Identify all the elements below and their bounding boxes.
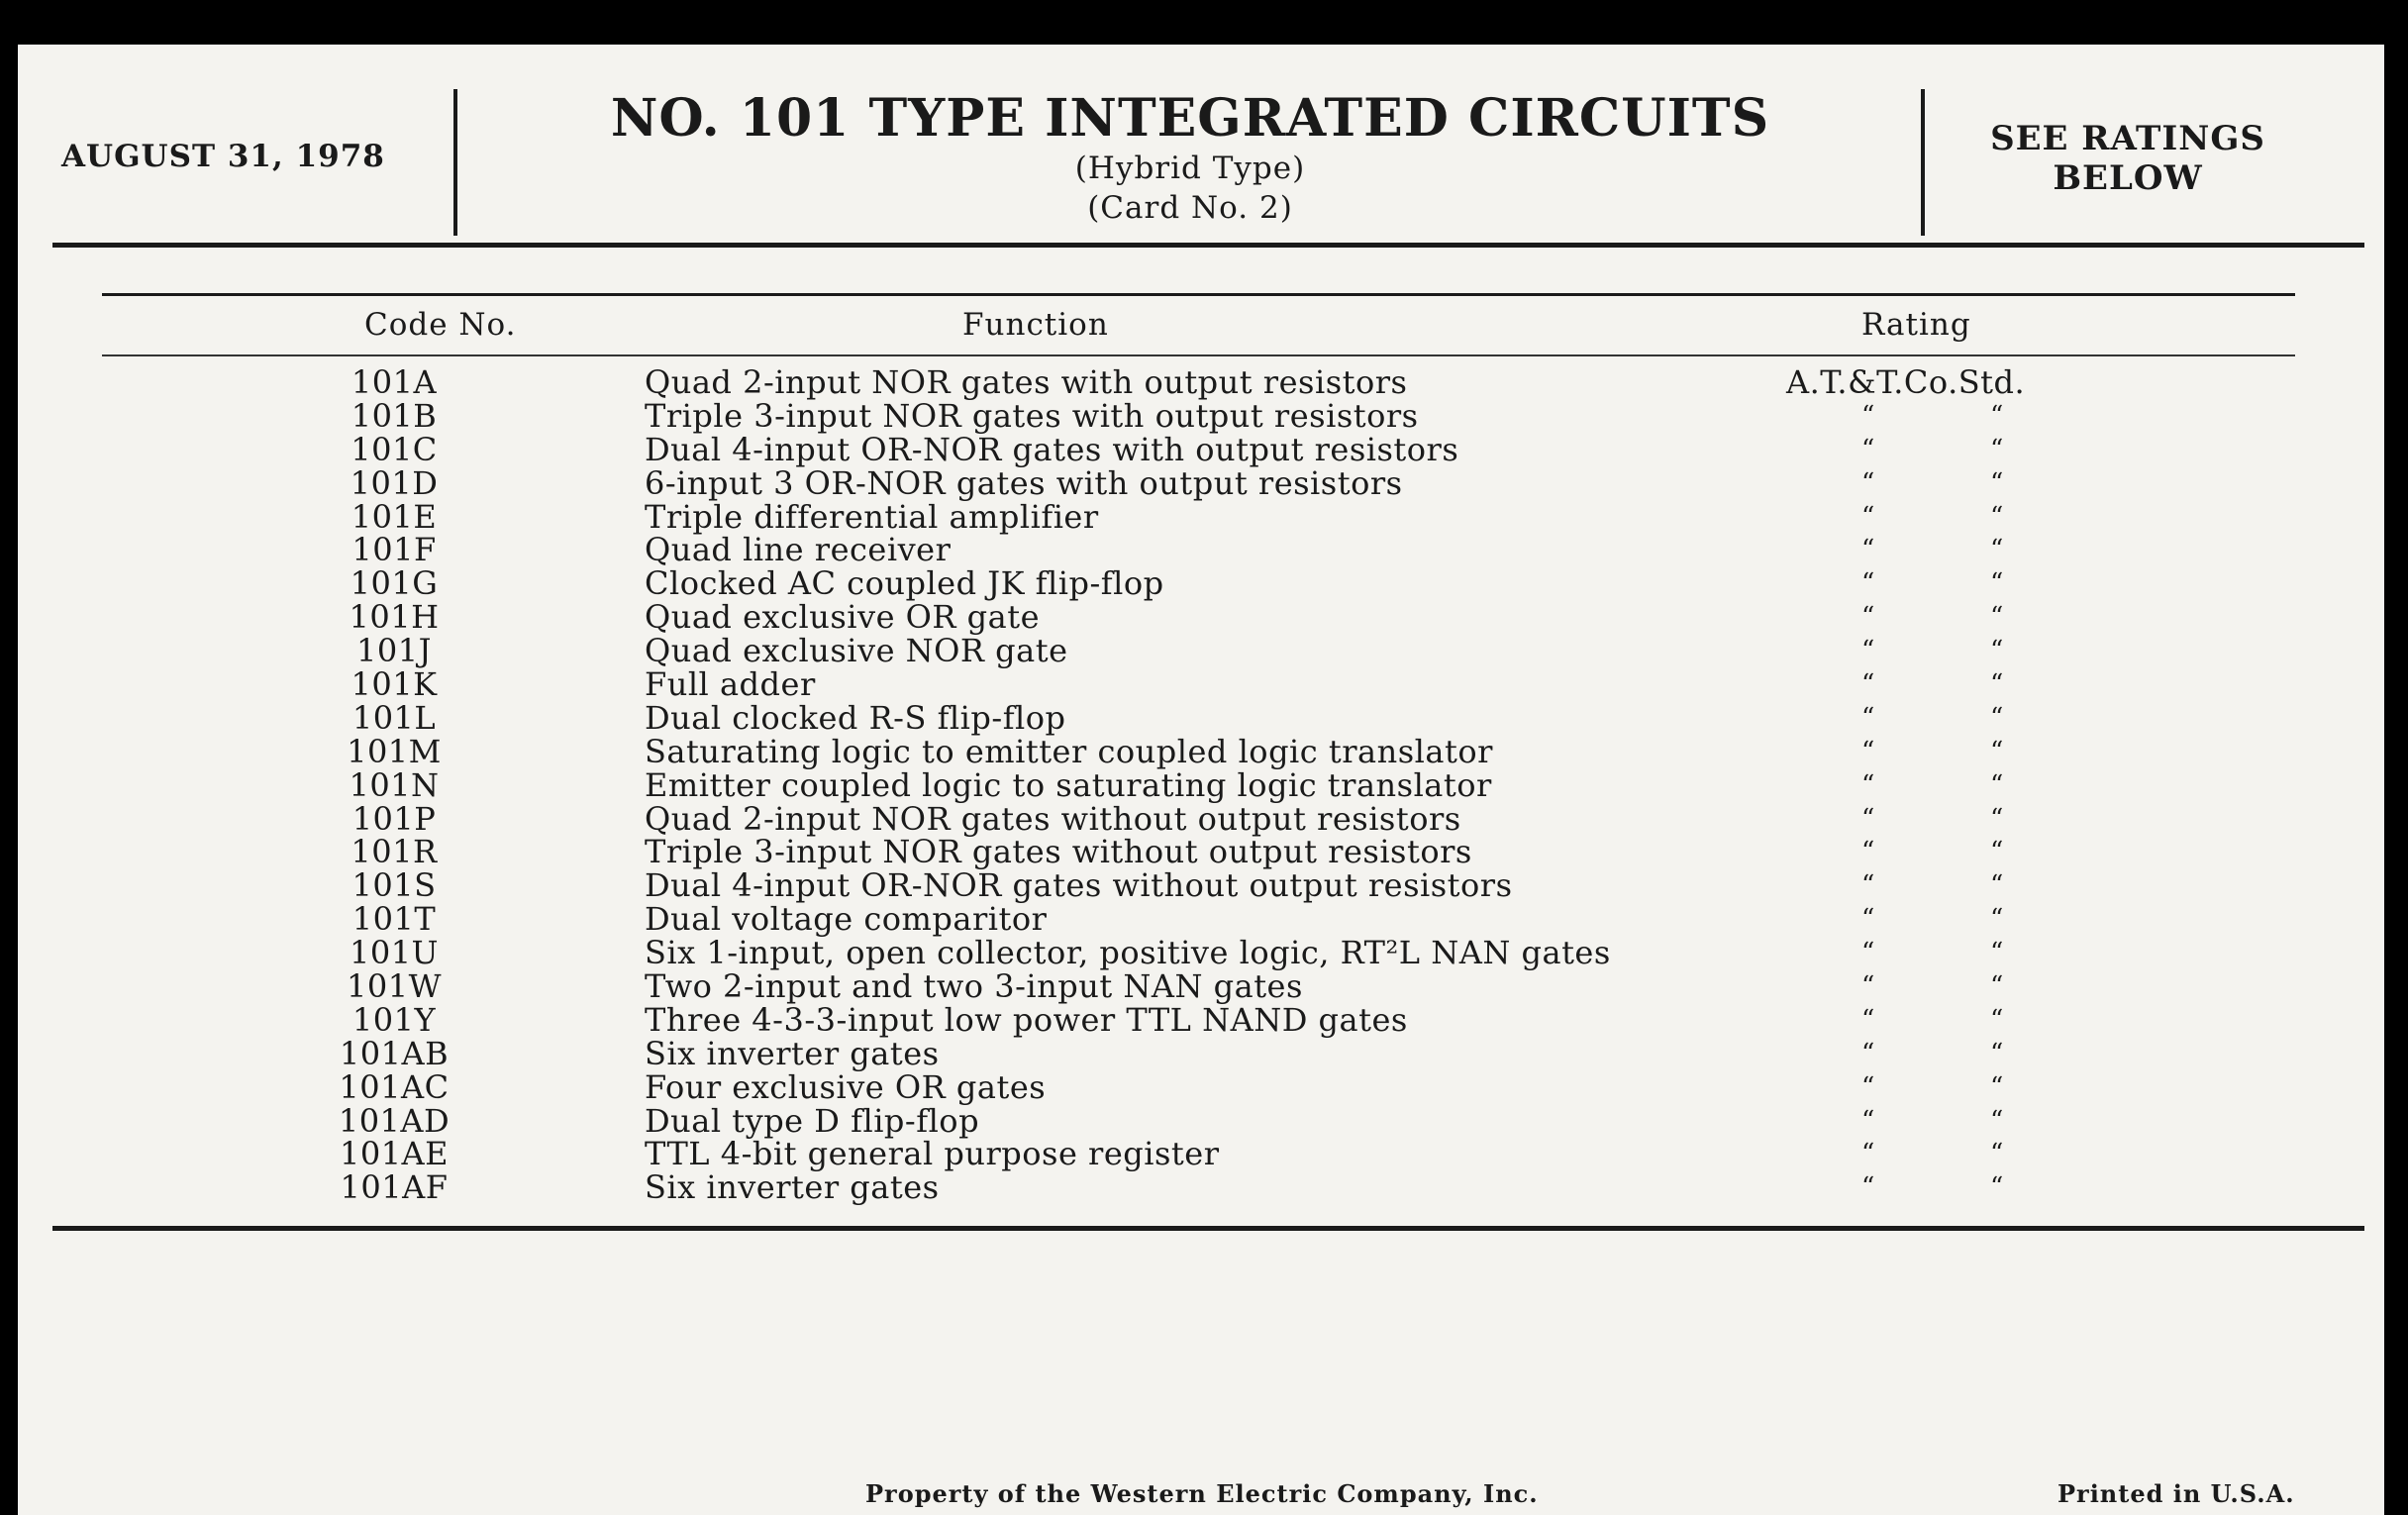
rating-ditto-mark: “: [1990, 602, 2004, 633]
code-cell: 101Y: [351, 1000, 437, 1039]
table-row: [18, 900, 2384, 939]
header-rule: [52, 243, 2364, 248]
rating-ditto-mark: “: [1990, 1139, 2004, 1169]
rating-ditto-mark: “: [1990, 837, 2004, 867]
rating-ditto-mark: “: [1861, 938, 1875, 968]
table-row: [18, 1067, 2384, 1106]
rating-ditto-mark: “: [1990, 803, 2004, 834]
rating-ditto-mark: “: [1861, 769, 1875, 800]
ratings-note: [1925, 119, 2331, 198]
function-cell: TTL 4-bit general purpose register: [645, 1135, 1220, 1173]
code-cell: 101C: [351, 430, 438, 468]
code-cell: 101J: [356, 632, 432, 670]
code-cell: 101U: [349, 934, 440, 972]
code-cell: 101AB: [339, 1034, 450, 1072]
function-cell: Triple 3-input NOR gates without output resistors: [645, 833, 1472, 871]
rating-ditto-mark: “: [1990, 501, 2004, 532]
rating-ditto-mark: “: [1990, 736, 2004, 766]
rating-ditto-mark: “: [1861, 702, 1875, 733]
table-head-rule: [102, 354, 2295, 356]
function-cell: Six inverter gates: [645, 1168, 940, 1207]
rating-ditto-mark: “: [1990, 1038, 2004, 1068]
rating-ditto-mark: “: [1990, 568, 2004, 599]
code-cell: 101N: [349, 765, 440, 804]
table-row: [18, 799, 2384, 838]
table-top-rule: [102, 293, 2295, 296]
rating-ditto-mark: “: [1990, 434, 2004, 464]
function-cell: Dual type D flip-flop: [645, 1101, 980, 1140]
code-cell: 101F: [351, 531, 437, 569]
function-cell: Triple 3-input NOR gates with output resistors: [645, 396, 1419, 435]
code-cell: 101E: [351, 497, 438, 536]
rating-cell: A.T.&T.Co.Std.: [1786, 363, 2026, 401]
rating-ditto-mark: “: [1861, 870, 1875, 901]
function-cell: Quad 2-input NOR gates without output resistors: [645, 799, 1461, 838]
code-cell: 101K: [351, 665, 438, 704]
code-cell: 101M: [347, 732, 442, 770]
table-bottom-rule: [52, 1226, 2364, 1231]
header-divider-left: [453, 89, 457, 236]
function-cell: Three 4-3-3-input low power TTL NAND gates: [645, 1000, 1408, 1039]
rating-ditto-mark: “: [1990, 467, 2004, 498]
title-block: [459, 89, 1921, 228]
rating-ditto-mark: “: [1861, 602, 1875, 633]
table-row: [18, 833, 2384, 871]
code-cell: 101H: [349, 598, 440, 637]
table-row: [18, 665, 2384, 704]
rating-ditto-mark: “: [1861, 501, 1875, 532]
table-row: [18, 396, 2384, 435]
rating-ditto-mark: “: [1861, 1139, 1875, 1169]
function-cell: Quad exclusive OR gate: [645, 598, 1041, 637]
function-cell: Clocked AC coupled JK flip-flop: [645, 564, 1164, 603]
table-row: [18, 1168, 2384, 1207]
function-cell: Two 2-input and two 3-input NAN gates: [645, 967, 1303, 1006]
rating-ditto-mark: “: [1990, 870, 2004, 901]
function-cell: Quad 2-input NOR gates with output resistors: [645, 363, 1408, 401]
rating-ditto-mark: “: [1861, 535, 1875, 565]
rating-ditto-mark: “: [1861, 1038, 1875, 1068]
table-row: [18, 1101, 2384, 1140]
rating-ditto-mark: “: [1990, 769, 2004, 800]
rating-ditto-mark: “: [1861, 1071, 1875, 1102]
table-row: [18, 564, 2384, 603]
function-cell: Four exclusive OR gates: [645, 1067, 1047, 1106]
function-cell: Triple differential amplifier: [645, 497, 1099, 536]
rating-ditto-mark: “: [1990, 1004, 2004, 1035]
column-header-function: Function: [962, 307, 1109, 343]
code-cell: 101D: [350, 463, 439, 502]
rating-ditto-mark: “: [1990, 535, 2004, 565]
rating-ditto-mark: “: [1861, 1172, 1875, 1203]
rating-ditto-mark: “: [1990, 636, 2004, 666]
rating-ditto-mark: “: [1990, 1172, 2004, 1203]
rating-ditto-mark: “: [1990, 904, 2004, 935]
rating-ditto-mark: “: [1990, 938, 2004, 968]
rating-ditto-mark: “: [1861, 467, 1875, 498]
function-cell: 6-input 3 OR-NOR gates with output resistors: [645, 463, 1403, 502]
rating-ditto-mark: “: [1990, 669, 2004, 700]
code-cell: 101B: [351, 396, 438, 435]
function-cell: Quad line receiver: [645, 531, 952, 569]
table-row: [18, 934, 2384, 972]
ratings-note-line1: SEE RATINGS: [1990, 119, 2265, 158]
ratings-note-line2: BELOW: [2053, 158, 2203, 198]
code-cell: 101L: [351, 698, 437, 737]
page-title: NO. 101 TYPE INTEGRATED CIRCUITS: [610, 88, 1770, 149]
subtitle-type: (Hybrid Type): [1074, 151, 1306, 186]
table-row: [18, 1000, 2384, 1039]
code-cell: 101AC: [339, 1067, 450, 1106]
rating-ditto-mark: “: [1990, 1105, 2004, 1136]
table-row: [18, 732, 2384, 770]
rating-ditto-mark: “: [1861, 636, 1875, 666]
code-cell: 101W: [347, 967, 442, 1006]
rating-ditto-mark: “: [1861, 669, 1875, 700]
rating-ditto-mark: “: [1861, 837, 1875, 867]
code-cell: 101AF: [340, 1168, 449, 1207]
function-cell: Emitter coupled logic to saturating logic translator: [645, 765, 1492, 804]
table-row: [18, 1135, 2384, 1173]
function-cell: Full adder: [645, 665, 816, 704]
rating-ditto-mark: “: [1990, 400, 2004, 431]
table-row: [18, 1034, 2384, 1072]
table-row: [18, 430, 2384, 468]
table-row: [18, 765, 2384, 804]
code-cell: 101P: [351, 799, 437, 838]
function-cell: Dual 4-input OR-NOR gates with output resistors: [645, 430, 1459, 468]
rating-ditto-mark: “: [1990, 1071, 2004, 1102]
index-card: [18, 45, 2384, 1515]
rating-ditto-mark: “: [1861, 1004, 1875, 1035]
rating-ditto-mark: “: [1861, 434, 1875, 464]
rating-ditto-mark: “: [1861, 971, 1875, 1002]
table-row: [18, 531, 2384, 569]
code-cell: 101AD: [338, 1101, 451, 1140]
code-cell: 101S: [351, 866, 437, 905]
table-row: [18, 598, 2384, 637]
table-row: [18, 632, 2384, 670]
function-cell: Quad exclusive NOR gate: [645, 632, 1068, 670]
rating-ditto-mark: “: [1861, 1105, 1875, 1136]
subtitle-card: (Card No. 2): [1087, 190, 1293, 226]
rating-ditto-mark: “: [1990, 971, 2004, 1002]
table-row: [18, 967, 2384, 1006]
rating-ditto-mark: “: [1861, 400, 1875, 431]
code-cell: 101AE: [339, 1135, 450, 1173]
footer-printed: Printed in U.S.A.: [2057, 1479, 2295, 1508]
code-cell: 101A: [351, 363, 438, 401]
function-cell: Saturating logic to emitter coupled logic translator: [645, 732, 1493, 770]
table-row: [18, 497, 2384, 536]
table-row: [18, 698, 2384, 737]
rating-ditto-mark: “: [1990, 702, 2004, 733]
table-row: [18, 463, 2384, 502]
issue-date: AUGUST 31, 1978: [61, 139, 385, 174]
rating-ditto-mark: “: [1861, 736, 1875, 766]
function-cell: Six inverter gates: [645, 1034, 940, 1072]
rating-ditto-mark: “: [1861, 568, 1875, 599]
rating-ditto-mark: “: [1861, 904, 1875, 935]
code-cell: 101G: [350, 564, 439, 603]
function-cell: Six 1-input, open collector, positive logic, RT²L NAN gates: [645, 934, 1611, 972]
function-cell: Dual clocked R-S flip-flop: [645, 698, 1066, 737]
table-row: [18, 866, 2384, 905]
rating-ditto-mark: “: [1861, 803, 1875, 834]
column-header-rating: Rating: [1861, 307, 1971, 343]
function-cell: Dual voltage comparitor: [645, 900, 1048, 939]
column-header-code: Code No.: [364, 307, 517, 343]
circuit-table-body: [18, 363, 2384, 1207]
code-cell: 101R: [351, 833, 438, 871]
footer-property: Property of the Western Electric Company, Inc.: [865, 1479, 1539, 1508]
function-cell: Dual 4-input OR-NOR gates without output resistors: [645, 866, 1513, 905]
code-cell: 101T: [351, 900, 437, 939]
table-row: [18, 365, 2384, 399]
